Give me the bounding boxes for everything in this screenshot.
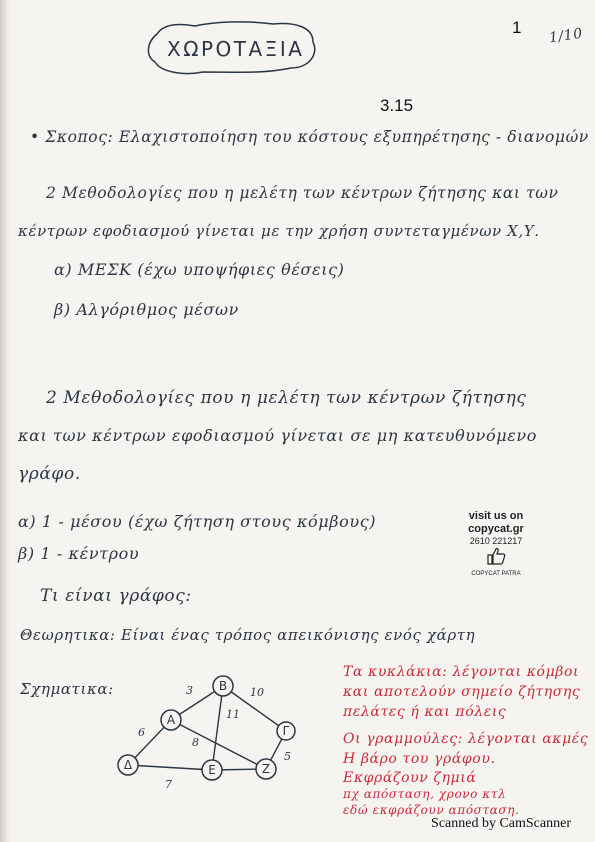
node-label-g: Γ	[282, 724, 290, 738]
method2-item-a: α) 1 - μέσου (έχω ζήτηση στους κόμβους)	[18, 512, 377, 531]
red-note-4: Οι γραμμούλες: λέγονται ακμές	[343, 731, 589, 747]
section-number: 3.15	[380, 96, 414, 115]
node-label-a: Α	[166, 713, 176, 727]
edge-d-e	[128, 765, 212, 770]
red-note-2: και αποτελούν σημείο ζήτησης	[343, 684, 581, 700]
red-note-6: Εκφράζουν ζημιά	[343, 770, 477, 786]
method1-line-b: κέντρων εφοδιασμού γίνεται με την χρήση συντεταγμένων Χ,Υ.	[18, 222, 540, 240]
method2-line-b: και των κέντρων εφοδιασμού γίνεται σε μη κατευθυνόμενο	[18, 426, 537, 445]
red-note-3: πελάτες ή και πόλεις	[343, 704, 507, 720]
red-note-1: Τα κυκλάκια: λέγονται κόμβοι	[343, 664, 580, 680]
method2-line-a: 2 Μεθοδολογίες που η μελέτη των κέντρων ζήτησης	[46, 388, 527, 408]
page-fraction: 1/10	[548, 25, 584, 47]
node-label-d: Δ	[123, 758, 133, 772]
scanner-footer: Scanned by CamScanner	[431, 816, 571, 831]
method2-line-c: γράφο.	[18, 464, 81, 484]
weight-b-e: 11	[226, 708, 240, 721]
method1-item-a: α) ΜΕΣΚ (έχω υποψήφιες θέσεις)	[54, 260, 345, 279]
weight-g-z: 5	[284, 750, 291, 763]
red-note-5: Η βάρο του γράφου.	[343, 751, 496, 767]
schematic-label: Σχηματικα:	[20, 680, 114, 698]
node-label-e: Ε	[208, 763, 216, 777]
weight-b-g: 10	[250, 686, 264, 699]
stamp-visit-text: visit us on	[468, 510, 524, 522]
weight-a-z: 8	[192, 736, 199, 749]
weight-a-b: 3	[186, 684, 193, 697]
page-title: ΧΩΡΟΤΑΞΙΑ	[167, 37, 305, 61]
question-line: Τι είναι γράφος:	[40, 586, 192, 606]
edge-b-e	[212, 686, 223, 770]
stamp-phone: 2610 221217	[469, 536, 523, 546]
node-label-z: Ζ	[261, 762, 271, 776]
theory-line: Θεωρητικα: Είναι ένας τρόπος απεικόνισης ενός χάρτη	[20, 626, 476, 644]
red-note-8: εδώ εκφράζουν απόσταση.	[343, 803, 520, 817]
method1-line-a: 2 Μεθοδολογίες που η μελέτη των κέντρων ζήτησης και των	[46, 184, 559, 202]
stamp-website: copycat.gr	[468, 523, 524, 535]
red-note-7: πχ απόσταση, χρονο κτλ	[343, 787, 507, 801]
weight-d-e: 7	[165, 778, 172, 791]
page-number: 1	[512, 18, 522, 37]
goal-line: • Σκοπος: Ελαχιστοποίηση του κόστους εξυπηρέτησης - διανομών	[30, 128, 589, 146]
method1-item-b: β) Αλγόριθμος μέσων	[54, 300, 239, 319]
weight-a-d: 6	[138, 726, 145, 739]
stamp-brand: COPYCAT PATRA	[471, 571, 521, 577]
method2-item-b: β) 1 - κέντρου	[18, 544, 140, 563]
node-label-b: Β	[218, 679, 228, 693]
